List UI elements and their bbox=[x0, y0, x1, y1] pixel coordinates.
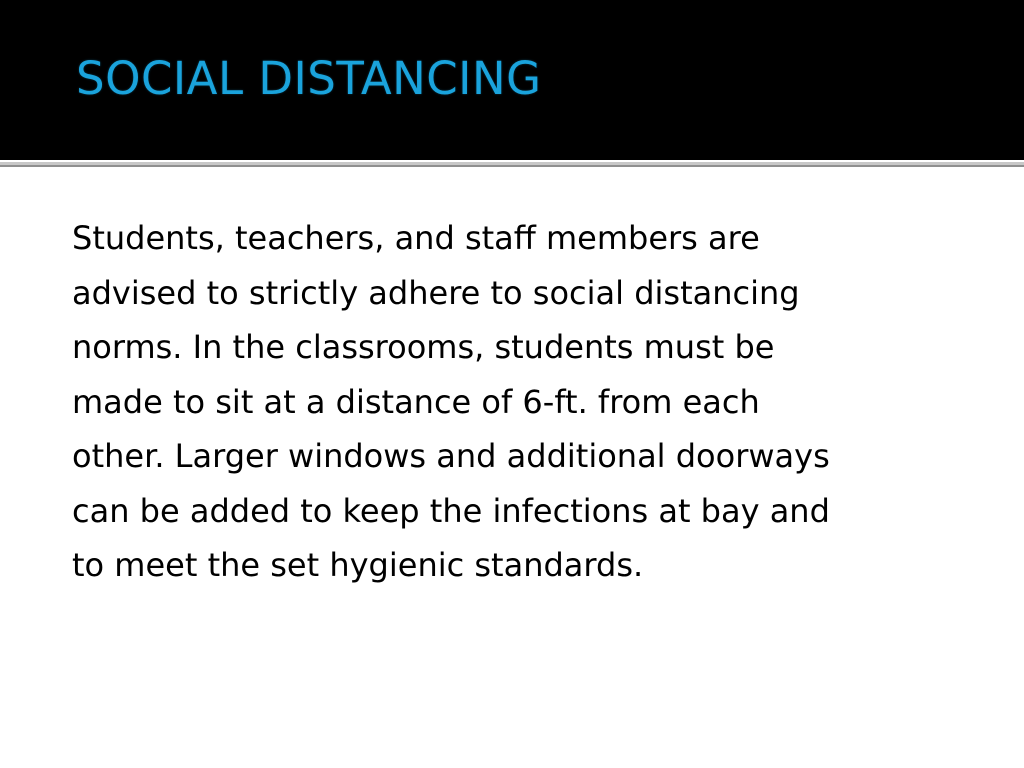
body-line: advised to strictly adhere to social distancing bbox=[72, 273, 800, 312]
body-line: can be added to keep the infections at bay and bbox=[72, 491, 830, 530]
body-line: norms. In the classrooms, students must be bbox=[72, 328, 775, 366]
body-line: other. Larger windows and additional doorways bbox=[72, 437, 830, 475]
body-paragraph bbox=[72, 211, 972, 593]
body-line: made to sit at a distance of 6-ft. from each bbox=[72, 382, 760, 421]
body-line: Students, teachers, and staff members are bbox=[72, 219, 760, 257]
body-line: to meet the set hygienic standards. bbox=[72, 546, 644, 584]
title-band bbox=[0, 0, 1024, 160]
title-divider bbox=[0, 160, 1024, 169]
slide-title: SOCIAL DISTANCING bbox=[76, 52, 542, 105]
